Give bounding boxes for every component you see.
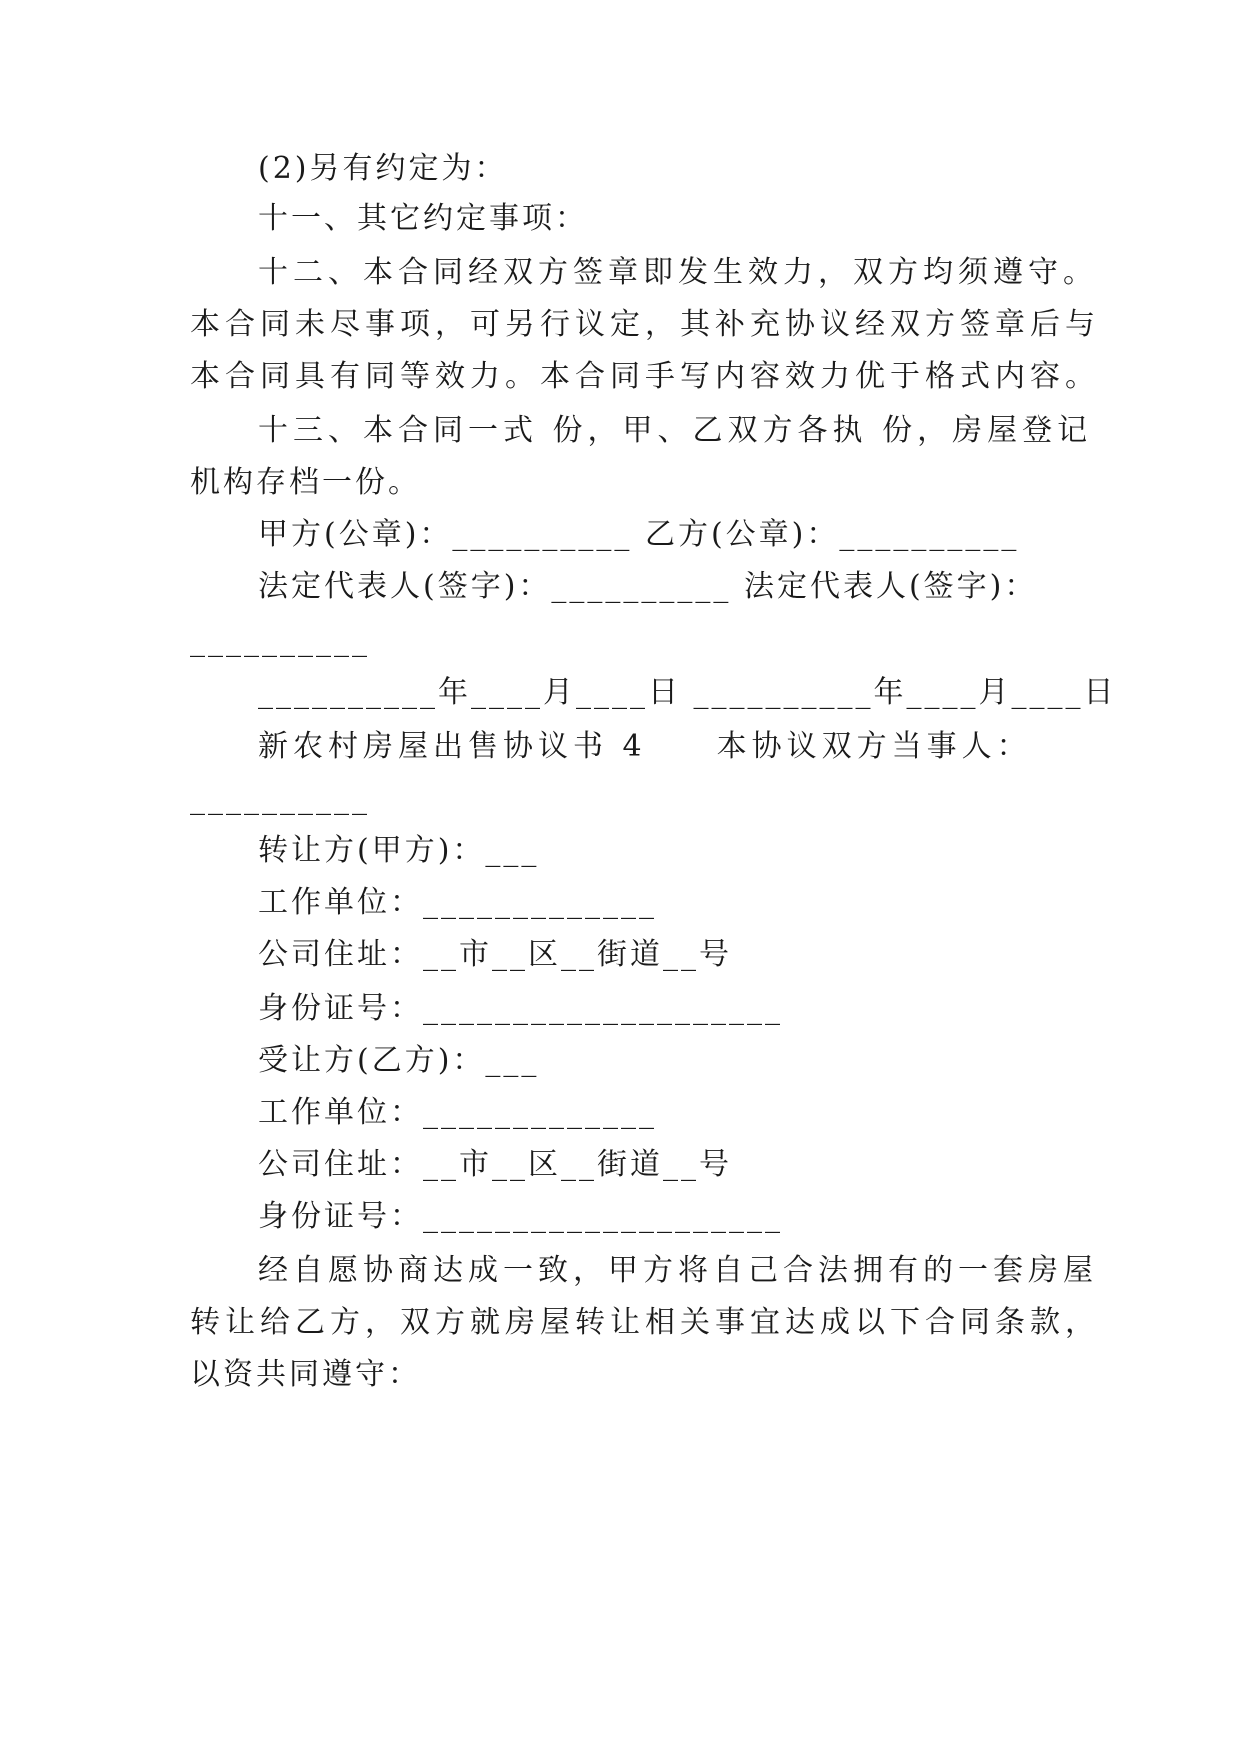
clause-12-line-2: 本合同未尽事项，可另行议定，其补充协议经双方签章后与 (190, 307, 1100, 342)
clause-11-heading: 十一、其它约定事项： (258, 201, 588, 236)
clause-12-line-1: 十二、本合同经双方签章即发生效力，双方均须遵守。 (258, 255, 1098, 290)
signature-blank: __________ (190, 623, 370, 658)
clause-12-line-3: 本合同具有同等效力。本合同手写内容效力优于格式内容。 (190, 359, 1100, 394)
clause-13-line-1: 十三、本合同一式 份，甲、乙双方各执 份，房屋登记 (258, 413, 1093, 448)
clause-13-line-2: 机构存档一份。 (190, 465, 421, 500)
transferee-work-unit: 工作单位：_____________ (258, 1095, 657, 1130)
agreement-title-line: 新农村房屋出售协议书 4 本协议双方当事人： (258, 729, 1032, 764)
transferee-id-number: 身份证号：____________________ (258, 1199, 783, 1234)
transferee-line: 受让方(乙方)：___ (258, 1043, 540, 1078)
transferee-address: 公司住址：__市__区__街道__号 (258, 1147, 732, 1182)
legal-rep-signature-line: 法定代表人(签字)：__________ 法定代表人(签字)： (258, 569, 1038, 604)
agreement-body-line-2: 转让给乙方，双方就房屋转让相关事宜达成以下合同条款， (190, 1305, 1100, 1340)
clause-2-other-agreement: (2)另有约定为： (258, 151, 508, 186)
transferor-work-unit: 工作单位：_____________ (258, 885, 657, 920)
transferor-id-number: 身份证号：____________________ (258, 991, 783, 1026)
transferor-address: 公司住址：__市__区__街道__号 (258, 937, 732, 972)
transferor-line: 转让方(甲方)：___ (258, 833, 540, 868)
agreement-body-line-3: 以资共同遵守： (190, 1357, 421, 1392)
party-seal-line: 甲方(公章)：__________ 乙方(公章)：__________ (258, 517, 1020, 552)
date-line: __________年____月____日 __________年____月____日 (258, 675, 1117, 710)
agreement-body-line-1: 经自愿协商达成一致，甲方将自己合法拥有的一套房屋 (258, 1253, 1098, 1288)
parties-blank: __________ (190, 781, 370, 816)
